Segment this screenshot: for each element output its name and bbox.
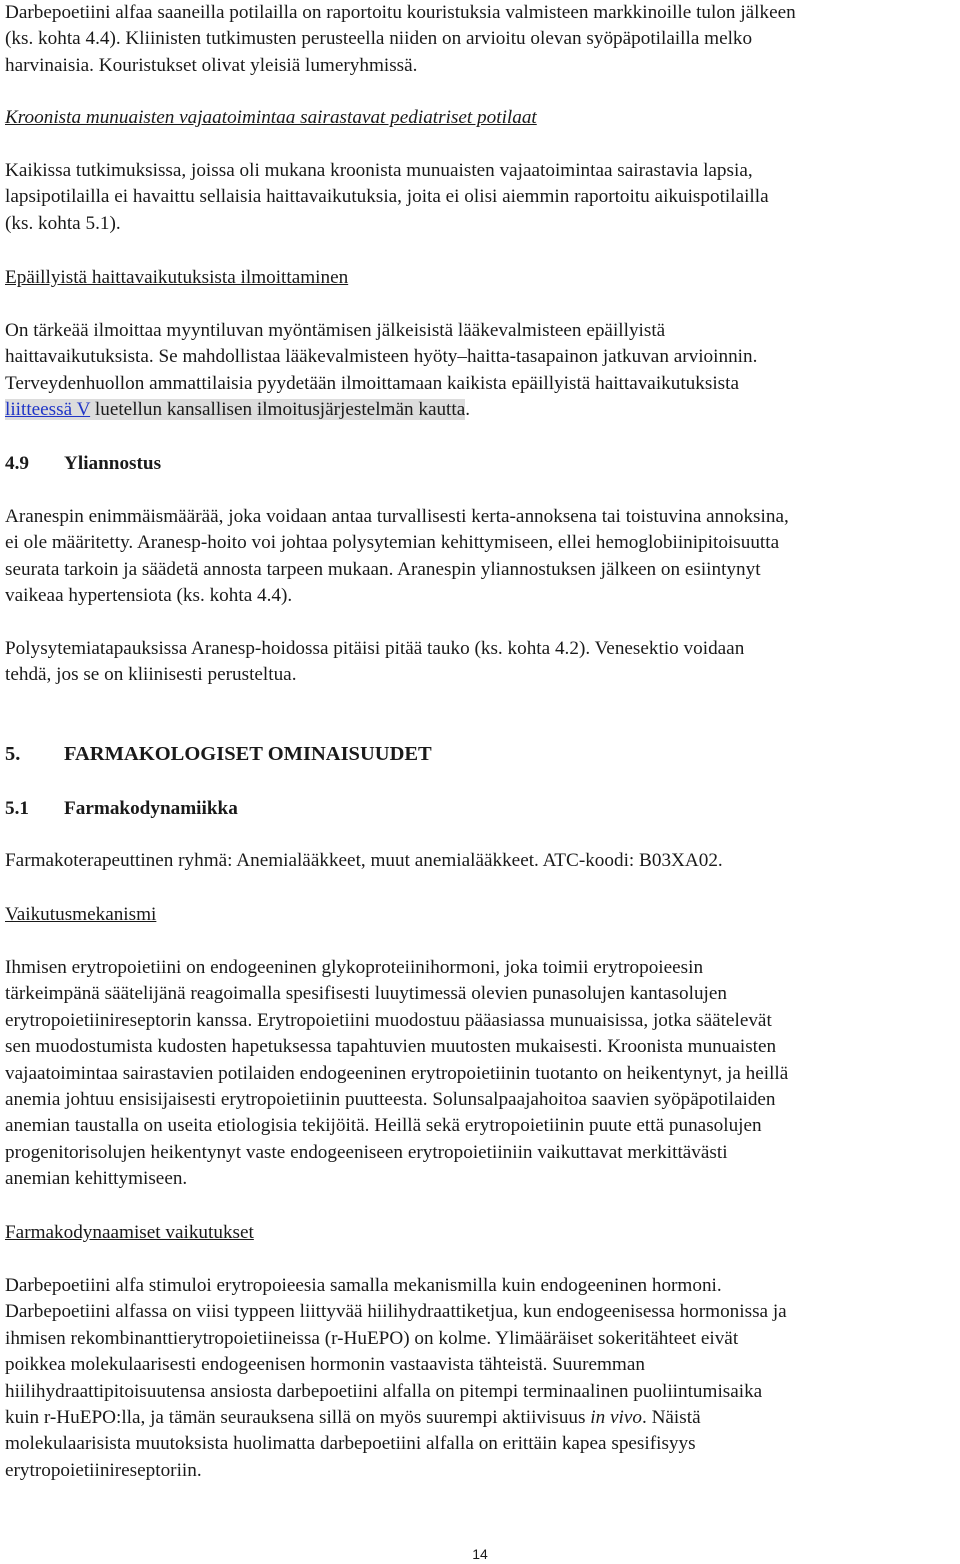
heading-pharmacodynamic-effects: Farmakodynaamiset vaikutukset <box>5 1222 254 1243</box>
section-5-heading <box>5 741 432 767</box>
heading-pediatric-patients: Kroonista munuaisten vajaatoimintaa sairastavat pediatriset potilaat <box>5 107 537 128</box>
section-5-1-heading <box>5 796 238 822</box>
highlighted-reporting-sentence: liitteessä V luetellun kansallisen ilmoitusjärjestelmän kautta <box>5 399 466 421</box>
paragraph-pediatric: Kaikissa tutkimuksissa, joissa oli mukana kroonista munuaisten vajaatoimintaa sairastavia lapsia, lapsipotilailla ei havaittu sellaisia haittavaikutuksia, joita ei olisi aiemmin raportoitu aikuispotilailla (ks. kohta 5.1). <box>5 160 769 234</box>
section-4-9-heading <box>5 451 161 477</box>
annex-v-link[interactable]: liitteessä V <box>5 399 91 421</box>
paragraph-seizures: Darbepoetiini alfaa saaneilla potilailla on raportoitu kouristuksia valmisteen markkinoille tulon jälkeen (ks. kohta 4.4). Kliinisten tutkimusten perusteella niiden on arvioitu olevan syöpäpotilailla melko harvinaisia. Kouristukset olivat yleisiä lumeryhmissä. <box>5 2 796 76</box>
section-number: 5. <box>5 743 21 765</box>
heading-adverse-reporting: Epäillyistä haittavaikutuksista ilmoittaminen <box>5 267 349 288</box>
page-number: 14 <box>472 1546 488 1562</box>
heading-mechanism: Vaikutusmekanismi <box>5 904 157 925</box>
paragraph-polycythemia: Polysytemiatapauksissa Aranesp-hoidossa pitäisi pitää tauko (ks. kohta 4.2). Venesektio voidaan tehdä, jos se on kliinisesti perusteltua. <box>5 638 745 686</box>
paragraph-reporting: On tärkeää ilmoittaa myyntiluvan myöntämisen jälkeisistä lääkevalmisteen epäillyistä haittavaikutuksista. Se mahdollistaa lääkevalmisteen hyöty–haitta-tasapainon jatkuvan arvioinnin. Terveydenhuollon ammattilaisia pyydetään ilmoittamaan kaikista epäillyistä haittavaikutuksista liitteessä V luetellun kansallisen ilmoitusjärjestelmän kautta. <box>5 320 758 421</box>
paragraph-pharmacodynamic-effects: Darbepoetiini alfa stimuloi erytropoieesia samalla mekanismilla kuin endogeeninen hormoni. Darbepoetiini alfassa on viisi typpeen liittyvää hiilihydraattiketjua, kun endogeenisessa hormonissa ja ihmisen rekombinanttierytropoietiineissa (r-HuEPO) on kolme. Ylimääräiset sokeritähteet eivät poikkea molekulaarisesti endogeenisen hormonin vastaavista tähteistä. Suuremman hiilihydraattipitoisuutensa ansiosta darbepoetiini alfalla on pitempi terminaalinen puoliintumisaika kuin r-HuEPO:lla, ja tämän seurauksena sillä on myös suurempi aktiivisuus in vivo. Näistä molekulaarisista muutoksista huolimatta darbepoetiini alfalla on erittäin kapea spesifisyys erytropoietiinireseptoriin. <box>5 1275 787 1481</box>
section-number: 5.1 <box>5 798 29 819</box>
section-title: FARMAKOLOGISET OMINAISUUDET <box>64 743 432 765</box>
section-title: Yliannostus <box>64 453 162 474</box>
section-number: 4.9 <box>5 453 29 474</box>
paragraph-overdose: Aranespin enimmäismäärää, joka voidaan antaa turvallisesti kerta-annoksena tai toistuvina annoksina, ei ole määritetty. Aranesp-hoito voi johtaa polysytemian kehittymiseen, ellei hemoglobiinipitoisuutta seurata tarkoin ja säädetä annosta tarpeen mukaan. Aranespin yliannostuksen jälkeen on esiintynyt vaikeaa hypertensiota (ks. kohta 4.4). <box>5 506 789 607</box>
paragraph-atc-code: Farmakoterapeuttinen ryhmä: Anemialääkkeet, muut anemialääkkeet. ATC-koodi: B03XA02. <box>5 850 723 871</box>
paragraph-mechanism: Ihmisen erytropoietiini on endogeeninen glykoproteiinihormoni, joka toimii erytropoieesin tärkeimpänä säätelijänä reagoimalla spesifisesti luuytimessä olevien punasolujen kantasolujen erytropoietiinireseptorin kanssa. Erytropoietiini muodostuu pääasiassa munuaisissa, jotka säätelevät sen muodostumista kudosten hapetuksessa tapahtuvien muutosten mukaisesti. Kroonista munuaisten vajaatoimintaa sairastavien potilaiden endogeeninen erytropoietiinin tuotanto on heikentynyt, ja heillä anemia johtuu ensisijaisesti erytropoietiinin puutteesta. Solunsalpaajahoitoa saavien syöpäpotilaiden anemian taustalla on useita etiologisia tekijöitä. Heillä sekä erytropoietiinin puute että punasolujen progenitorisolujen heikentynyt vaste endogeeniseen erytropoietiiniin vaikuttavat merkittävästi anemian kehittymiseen. <box>5 957 789 1190</box>
section-title: Farmakodynamiikka <box>64 798 238 819</box>
